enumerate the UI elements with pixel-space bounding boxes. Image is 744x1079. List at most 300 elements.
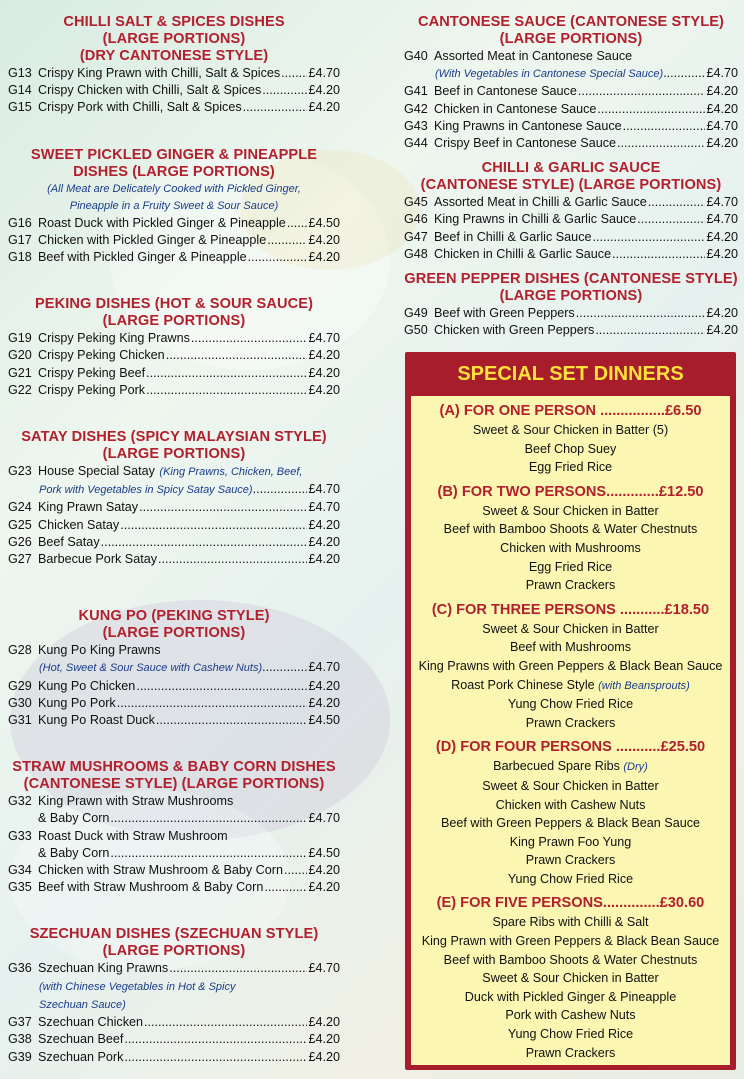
item-name bbox=[38, 232, 307, 249]
item-price: £4.20 bbox=[308, 83, 340, 98]
section-heading: PEKING DISHES (HOT & SOUR SAUCE) bbox=[34, 296, 314, 313]
set-dinner-item-text: Spare Ribs with Chilli & Salt bbox=[492, 915, 649, 930]
item-code: G40 bbox=[404, 49, 428, 63]
menu-item bbox=[404, 194, 738, 211]
section-heading: CHILLI SALT & SPICES DISHES bbox=[63, 14, 285, 30]
item-name-text: Szechuan King Prawns bbox=[38, 961, 169, 976]
set-dinner-item-text: Sweet & Sour Chicken in Batter bbox=[482, 971, 659, 986]
section-heading: (CANTONESE STYLE) (LARGE PORTIONS) bbox=[23, 776, 325, 793]
menu-item bbox=[8, 365, 340, 382]
menu-item bbox=[8, 1049, 340, 1066]
set-dinner bbox=[411, 482, 730, 595]
item-name-text: Beef with Straw Mushroom & Baby Corn bbox=[38, 880, 264, 895]
item-price: £4.70 bbox=[706, 118, 738, 133]
item-name bbox=[38, 534, 307, 551]
menu-item bbox=[404, 48, 738, 65]
item-price bbox=[339, 463, 340, 481]
set-dinner-item-text: Sweet & Sour Chicken in Batter bbox=[482, 503, 659, 518]
item-price: £4.70 bbox=[308, 66, 340, 80]
item-name-text: & Baby Corn bbox=[38, 811, 110, 826]
item-name-text: Beef Satay bbox=[38, 534, 100, 549]
item-code bbox=[8, 481, 38, 499]
set-dinner-item bbox=[411, 1006, 730, 1025]
item-price: £4.20 bbox=[308, 517, 340, 532]
special-set-dinners-panel bbox=[405, 352, 736, 1070]
item-name bbox=[38, 712, 307, 729]
item-name-text: Szechuan Pork bbox=[38, 1049, 124, 1064]
set-dinner-item bbox=[411, 969, 730, 988]
item-code bbox=[8, 996, 38, 1014]
item-price: £4.20 bbox=[706, 246, 738, 261]
set-dinner-heading: (B) FOR TWO PERSONS.............£12.50 bbox=[437, 483, 704, 500]
item-name bbox=[38, 659, 307, 677]
item-name bbox=[38, 678, 307, 695]
item-price: £4.20 bbox=[308, 100, 340, 115]
item-code: G41 bbox=[404, 84, 428, 99]
set-dinner-item bbox=[411, 833, 730, 852]
item-name bbox=[434, 246, 705, 263]
item-price: £4.20 bbox=[308, 880, 340, 895]
menu-item bbox=[8, 382, 340, 399]
item-price: £4.20 bbox=[308, 1049, 340, 1064]
item-name bbox=[38, 82, 307, 99]
right-menu-column bbox=[404, 8, 738, 339]
item-code: G14 bbox=[8, 83, 32, 98]
item-code: G27 bbox=[8, 552, 32, 567]
set-dinner-item bbox=[411, 913, 730, 932]
section-heading: SATAY DISHES (SPICY MALAYSIAN STYLE) bbox=[21, 429, 327, 446]
set-dinner-item bbox=[411, 421, 730, 440]
item-name bbox=[434, 305, 705, 322]
item-price: £4.20 bbox=[308, 1015, 340, 1030]
set-dinner-item bbox=[411, 657, 730, 676]
item-price: £4.70 bbox=[308, 660, 340, 675]
set-dinner-item-text: Yung Chow Fried Rice bbox=[507, 697, 634, 712]
item-name bbox=[38, 642, 339, 659]
item-code: G33 bbox=[8, 828, 32, 843]
menu-item bbox=[8, 960, 340, 977]
item-name-text: Beef with Pickled Ginger & Pineapple bbox=[38, 250, 247, 265]
item-name-text: Barbecue Pork Satay bbox=[38, 552, 158, 567]
menu-item bbox=[8, 810, 340, 827]
section-heading: (LARGE PORTIONS) bbox=[102, 625, 246, 642]
section-heading: (LARGE PORTIONS) bbox=[499, 288, 643, 305]
set-dinner-item bbox=[411, 539, 730, 558]
item-name bbox=[434, 83, 705, 100]
item-name-text: King Prawns in Cantonese Sauce bbox=[434, 118, 622, 133]
item-description: (with Chinese Vegetables in Hot & Spicy bbox=[39, 980, 236, 993]
item-name bbox=[38, 793, 339, 810]
set-dinner-item bbox=[411, 520, 730, 539]
set-dinner-item bbox=[411, 796, 730, 815]
item-code: G34 bbox=[8, 863, 32, 878]
set-dinner-item bbox=[411, 988, 730, 1007]
set-dinner-item bbox=[411, 777, 730, 796]
item-code: G50 bbox=[404, 323, 428, 338]
item-name-text: King Prawn Satay bbox=[38, 500, 139, 515]
item-code bbox=[8, 659, 38, 677]
menu-section bbox=[8, 14, 340, 117]
menu-item bbox=[8, 499, 340, 516]
menu-item bbox=[8, 517, 340, 534]
menu-item bbox=[404, 135, 738, 152]
menu-section bbox=[8, 296, 340, 399]
section-heading: DISHES (LARGE PORTIONS) bbox=[73, 163, 275, 180]
item-price bbox=[737, 48, 738, 65]
item-price: £4.50 bbox=[308, 215, 340, 230]
item-code: G39 bbox=[8, 1049, 32, 1064]
menu-item bbox=[8, 712, 340, 729]
set-dinner-item bbox=[411, 1044, 730, 1063]
item-name-text: House Special Satay bbox=[38, 464, 155, 479]
menu-section bbox=[8, 608, 340, 729]
set-dinner bbox=[411, 737, 730, 888]
item-code bbox=[404, 65, 434, 83]
section-heading: CHILLI & GARLIC SAUCE bbox=[481, 160, 661, 177]
item-code: G35 bbox=[8, 880, 32, 895]
set-dinner-item-text: King Prawn Foo Yung bbox=[509, 834, 632, 849]
item-price: £4.20 bbox=[308, 365, 340, 380]
item-code: G13 bbox=[8, 66, 32, 80]
item-price bbox=[339, 978, 340, 996]
menu-item bbox=[8, 99, 340, 116]
set-dinner bbox=[411, 600, 730, 733]
set-dinner-item-text: Pork with Cashew Nuts bbox=[505, 1008, 636, 1023]
item-name-text: Chicken in Chilli & Garlic Sauce bbox=[434, 246, 612, 261]
item-name-text: Kung Po Pork bbox=[38, 695, 116, 710]
section-heading: SZECHUAN DISHES (SZECHUAN STYLE) bbox=[29, 926, 319, 943]
menu-item bbox=[8, 330, 340, 347]
item-price: £4.20 bbox=[308, 348, 340, 363]
item-price: £4.20 bbox=[706, 101, 738, 116]
menu-item bbox=[404, 118, 738, 135]
item-name bbox=[38, 1049, 307, 1066]
item-name bbox=[38, 960, 307, 977]
item-code: G37 bbox=[8, 1015, 32, 1030]
item-name-text: Crispy Pork with Chilli, Salt & Spices bbox=[38, 100, 242, 115]
menu-item bbox=[8, 978, 340, 996]
special-set-dinners-list bbox=[411, 396, 730, 1065]
set-dinner-heading: (D) FOR FOUR PERSONS ...........£25.50 bbox=[435, 739, 706, 756]
item-description: Pork with Vegetables in Spicy Satay Sauce) bbox=[39, 484, 253, 497]
item-price bbox=[339, 793, 340, 810]
menu-item bbox=[404, 246, 738, 263]
menu-section bbox=[8, 926, 340, 1065]
item-code: G32 bbox=[8, 794, 32, 809]
menu-item bbox=[8, 659, 340, 677]
item-code: G18 bbox=[8, 250, 32, 265]
section-note: (All Meat are Delicately Cooked with Pickled Ginger, bbox=[47, 182, 301, 195]
item-name-text: Assorted Meat in Cantonese Sauce bbox=[434, 49, 633, 63]
item-code: G45 bbox=[404, 195, 428, 210]
item-code: G46 bbox=[404, 212, 428, 227]
set-dinner-item bbox=[411, 440, 730, 459]
item-code: G19 bbox=[8, 331, 32, 346]
item-name bbox=[38, 330, 307, 347]
item-name-text: Crispy Peking Pork bbox=[38, 382, 146, 397]
item-name-text: Crispy Peking King Prawns bbox=[38, 331, 190, 346]
item-name bbox=[434, 65, 705, 83]
item-name bbox=[38, 1014, 307, 1031]
item-code bbox=[8, 978, 38, 996]
menu-item bbox=[8, 215, 340, 232]
menu-item bbox=[8, 463, 340, 481]
menu-item bbox=[404, 322, 738, 339]
item-price: £4.70 bbox=[308, 482, 340, 497]
set-dinner-item bbox=[411, 558, 730, 577]
set-dinner-item-text: Sweet & Sour Chicken in Batter (5) bbox=[472, 423, 669, 437]
section-note: Pineapple in a Fruity Sweet & Sour Sauce) bbox=[69, 199, 279, 212]
item-code: G16 bbox=[8, 215, 32, 230]
menu-item bbox=[8, 65, 340, 82]
item-name bbox=[38, 481, 307, 499]
set-dinner-item-text: Prawn Crackers bbox=[525, 1045, 616, 1060]
item-description: (King Prawns, Chicken, Beef, bbox=[159, 466, 303, 479]
item-name-text: King Prawn with Straw Mushrooms bbox=[38, 794, 234, 809]
item-name bbox=[434, 118, 705, 135]
item-code: G29 bbox=[8, 678, 32, 693]
item-price: £4.20 bbox=[308, 695, 340, 710]
set-dinner-item-text: Yung Chow Fried Rice bbox=[507, 1027, 634, 1042]
section-heading: (CANTONESE STYLE) (LARGE PORTIONS) bbox=[420, 177, 722, 194]
item-name bbox=[38, 499, 307, 516]
item-name-text: & Baby Corn bbox=[38, 845, 110, 860]
menu-item bbox=[8, 862, 340, 879]
item-name bbox=[38, 1031, 307, 1048]
set-dinner-item-text: Sweet & Sour Chicken in Batter bbox=[482, 778, 659, 793]
set-dinner-item-text: Duck with Pickled Ginger & Pineapple bbox=[464, 989, 677, 1004]
menu-item bbox=[404, 229, 738, 246]
menu-item bbox=[8, 1014, 340, 1031]
item-code: G17 bbox=[8, 232, 32, 247]
item-name-text: Kung Po Chicken bbox=[38, 678, 136, 693]
item-price: £4.20 bbox=[308, 863, 340, 878]
item-code: G26 bbox=[8, 534, 32, 549]
item-name-text: Szechuan Beef bbox=[38, 1032, 124, 1047]
item-name bbox=[38, 810, 307, 827]
item-price bbox=[339, 996, 340, 1014]
menu-section bbox=[8, 429, 340, 568]
set-dinner-heading: (E) FOR FIVE PERSONS..............£30.60 bbox=[436, 895, 705, 912]
item-code bbox=[8, 845, 38, 862]
set-dinner-item-text: Prawn Crackers bbox=[525, 715, 616, 730]
item-description: Szechuan Sauce) bbox=[39, 998, 126, 1011]
set-dinner-item bbox=[411, 1025, 730, 1044]
item-name bbox=[38, 463, 339, 481]
menu-item bbox=[8, 695, 340, 712]
item-price bbox=[339, 828, 340, 845]
section-heading: KUNG PO (PEKING STYLE) bbox=[78, 608, 270, 625]
item-name-text: Chicken Satay bbox=[38, 517, 120, 532]
set-dinner-item-text: Prawn Crackers bbox=[525, 853, 616, 868]
set-dinner-item-text: Egg Fried Rice bbox=[528, 460, 613, 475]
section-heading: (LARGE PORTIONS) bbox=[102, 446, 246, 463]
set-dinner-item-note: (Dry) bbox=[623, 761, 648, 774]
menu-item bbox=[8, 996, 340, 1014]
item-code: G43 bbox=[404, 118, 428, 133]
item-price: £4.20 bbox=[706, 323, 738, 338]
menu-item bbox=[8, 678, 340, 695]
item-code: G31 bbox=[8, 713, 32, 728]
item-price: £4.20 bbox=[308, 552, 340, 567]
item-name bbox=[38, 347, 307, 364]
item-name-text: Kung Po Roast Duck bbox=[38, 713, 155, 728]
set-dinner bbox=[411, 893, 730, 1062]
item-price: £4.70 bbox=[706, 195, 738, 210]
item-code: G15 bbox=[8, 100, 32, 115]
item-name-text: Roast Duck with Straw Mushroom bbox=[38, 828, 228, 843]
item-name bbox=[434, 211, 705, 228]
item-name bbox=[38, 551, 307, 568]
menu-item bbox=[404, 83, 738, 100]
item-price: £4.20 bbox=[706, 229, 738, 244]
item-code: G38 bbox=[8, 1032, 32, 1047]
menu-section bbox=[8, 147, 340, 267]
item-name bbox=[434, 194, 705, 211]
item-name bbox=[38, 879, 307, 896]
item-price: £4.20 bbox=[308, 382, 340, 397]
set-dinner-item-text: Barbecued Spare Ribs bbox=[493, 759, 620, 774]
item-code bbox=[8, 810, 38, 827]
item-price: £4.20 bbox=[308, 232, 340, 247]
item-price: £4.20 bbox=[308, 678, 340, 693]
set-dinner-item bbox=[411, 695, 730, 714]
set-dinner-item-text: King Prawns with Green Peppers & Black Bean Sauce bbox=[418, 658, 723, 673]
set-dinner-item bbox=[411, 676, 730, 696]
item-name-text: Chicken with Pickled Ginger & Pineapple bbox=[38, 232, 267, 247]
menu-item bbox=[404, 211, 738, 228]
item-name bbox=[434, 229, 705, 246]
item-name bbox=[434, 322, 705, 339]
item-name bbox=[38, 215, 307, 232]
item-price: £4.20 bbox=[308, 1032, 340, 1047]
set-dinner-item bbox=[411, 814, 730, 833]
menu-section bbox=[404, 14, 738, 152]
item-price: £4.70 bbox=[308, 331, 340, 346]
set-dinner-item-text: Beef with Mushrooms bbox=[509, 640, 632, 655]
item-code: G47 bbox=[404, 229, 428, 244]
section-heading: GREEN PEPPER DISHES (CANTONESE STYLE) bbox=[404, 271, 738, 288]
set-dinner-item-text: King Prawn with Green Peppers & Black Bean Sauce bbox=[421, 934, 720, 949]
item-code: G20 bbox=[8, 348, 32, 363]
item-price: £4.20 bbox=[706, 136, 738, 151]
set-dinner-item bbox=[411, 757, 730, 777]
item-code: G49 bbox=[404, 306, 428, 321]
item-name bbox=[38, 365, 307, 382]
item-price bbox=[339, 642, 340, 659]
set-dinner-item bbox=[411, 932, 730, 951]
item-name-text: Kung Po King Prawns bbox=[38, 643, 161, 658]
set-dinner-item-text: Yung Chow Fried Rice bbox=[507, 871, 634, 886]
item-name-text: Beef in Cantonese Sauce bbox=[434, 84, 577, 99]
menu-item bbox=[8, 793, 340, 810]
item-name bbox=[38, 828, 339, 845]
item-name-text: Crispy Peking Beef bbox=[38, 365, 146, 380]
menu-item bbox=[404, 65, 738, 83]
menu-item bbox=[8, 828, 340, 845]
set-dinner-item-text: Beef with Bamboo Shoots & Water Chestnuts bbox=[443, 522, 698, 537]
section-heading: (DRY CANTONESE STYLE) bbox=[79, 48, 269, 64]
item-price: £4.50 bbox=[308, 713, 340, 728]
item-code: G28 bbox=[8, 643, 32, 658]
item-name bbox=[38, 517, 307, 534]
item-price: £4.20 bbox=[308, 250, 340, 265]
set-dinner-item-text: Egg Fried Rice bbox=[528, 559, 613, 574]
item-price: £4.70 bbox=[706, 66, 738, 81]
item-name bbox=[38, 996, 339, 1014]
item-price: £4.70 bbox=[308, 961, 340, 976]
set-dinner-item bbox=[411, 620, 730, 639]
section-heading: (LARGE PORTIONS) bbox=[102, 313, 246, 330]
item-name-text: Beef with Green Peppers bbox=[434, 306, 575, 321]
menu-section bbox=[404, 160, 738, 263]
set-dinner-item-text: Chicken with Mushrooms bbox=[500, 540, 641, 555]
item-price: £4.70 bbox=[308, 811, 340, 826]
menu-item bbox=[8, 232, 340, 249]
item-code: G30 bbox=[8, 695, 32, 710]
item-name bbox=[38, 249, 307, 266]
special-set-dinners-title: SPECIAL SET DINNERS bbox=[457, 363, 684, 385]
section-heading: (LARGE PORTIONS) bbox=[499, 31, 643, 47]
set-dinner-item-text: Beef with Bamboo Shoots & Water Chestnuts bbox=[443, 952, 698, 967]
left-menu-column bbox=[8, 8, 340, 1066]
set-dinner bbox=[411, 401, 730, 477]
menu-item bbox=[8, 551, 340, 568]
section-heading: STRAW MUSHROOMS & BABY CORN DISHES bbox=[12, 759, 336, 776]
item-name-text: Szechuan Chicken bbox=[38, 1015, 144, 1030]
set-dinner-item bbox=[411, 458, 730, 477]
menu-item bbox=[8, 1031, 340, 1048]
item-price: £4.20 bbox=[706, 306, 738, 321]
menu-item bbox=[8, 642, 340, 659]
section-heading: CANTONESE SAUCE (CANTONESE STYLE) bbox=[417, 14, 725, 30]
set-dinner-item bbox=[411, 951, 730, 970]
menu-item bbox=[8, 82, 340, 99]
item-name-text: Crispy Chicken with Chilli, Salt & Spices bbox=[38, 83, 262, 98]
item-name bbox=[434, 135, 705, 152]
item-code: G44 bbox=[404, 136, 428, 151]
set-dinner-item-text: Beef with Green Peppers & Black Bean Sauce bbox=[440, 816, 701, 831]
item-description: (With Vegetables in Cantonese Special Sauce) bbox=[435, 68, 664, 81]
set-dinner-item bbox=[411, 576, 730, 595]
item-code: G21 bbox=[8, 365, 32, 380]
menu-item bbox=[404, 305, 738, 322]
item-name bbox=[38, 845, 307, 862]
set-dinner-item-text: Prawn Crackers bbox=[525, 578, 616, 593]
item-name-text: Beef in Chilli & Garlic Sauce bbox=[434, 229, 592, 244]
item-name-text: Crispy Peking Chicken bbox=[38, 348, 165, 363]
item-price: £4.20 bbox=[706, 84, 738, 99]
menu-section bbox=[8, 759, 340, 896]
section-heading: (LARGE PORTIONS) bbox=[102, 31, 246, 47]
item-name bbox=[38, 978, 339, 996]
item-code: G25 bbox=[8, 517, 32, 532]
menu-item bbox=[8, 845, 340, 862]
set-dinner-item bbox=[411, 870, 730, 889]
menu-item bbox=[404, 101, 738, 118]
item-code: G36 bbox=[8, 961, 32, 976]
item-name-text: King Prawns in Chilli & Garlic Sauce bbox=[434, 212, 637, 227]
item-price: £4.20 bbox=[308, 534, 340, 549]
set-dinner-heading: (C) FOR THREE PERSONS ...........£18.50 bbox=[431, 601, 710, 618]
item-name bbox=[38, 65, 307, 82]
menu-item bbox=[8, 481, 340, 499]
item-code: G22 bbox=[8, 382, 32, 397]
menu-section bbox=[404, 271, 738, 339]
item-price: £4.50 bbox=[308, 845, 340, 860]
set-dinner-heading: (A) FOR ONE PERSON ................£6.50 bbox=[439, 403, 702, 419]
set-dinner-item-note: (with Beansprouts) bbox=[598, 679, 690, 692]
